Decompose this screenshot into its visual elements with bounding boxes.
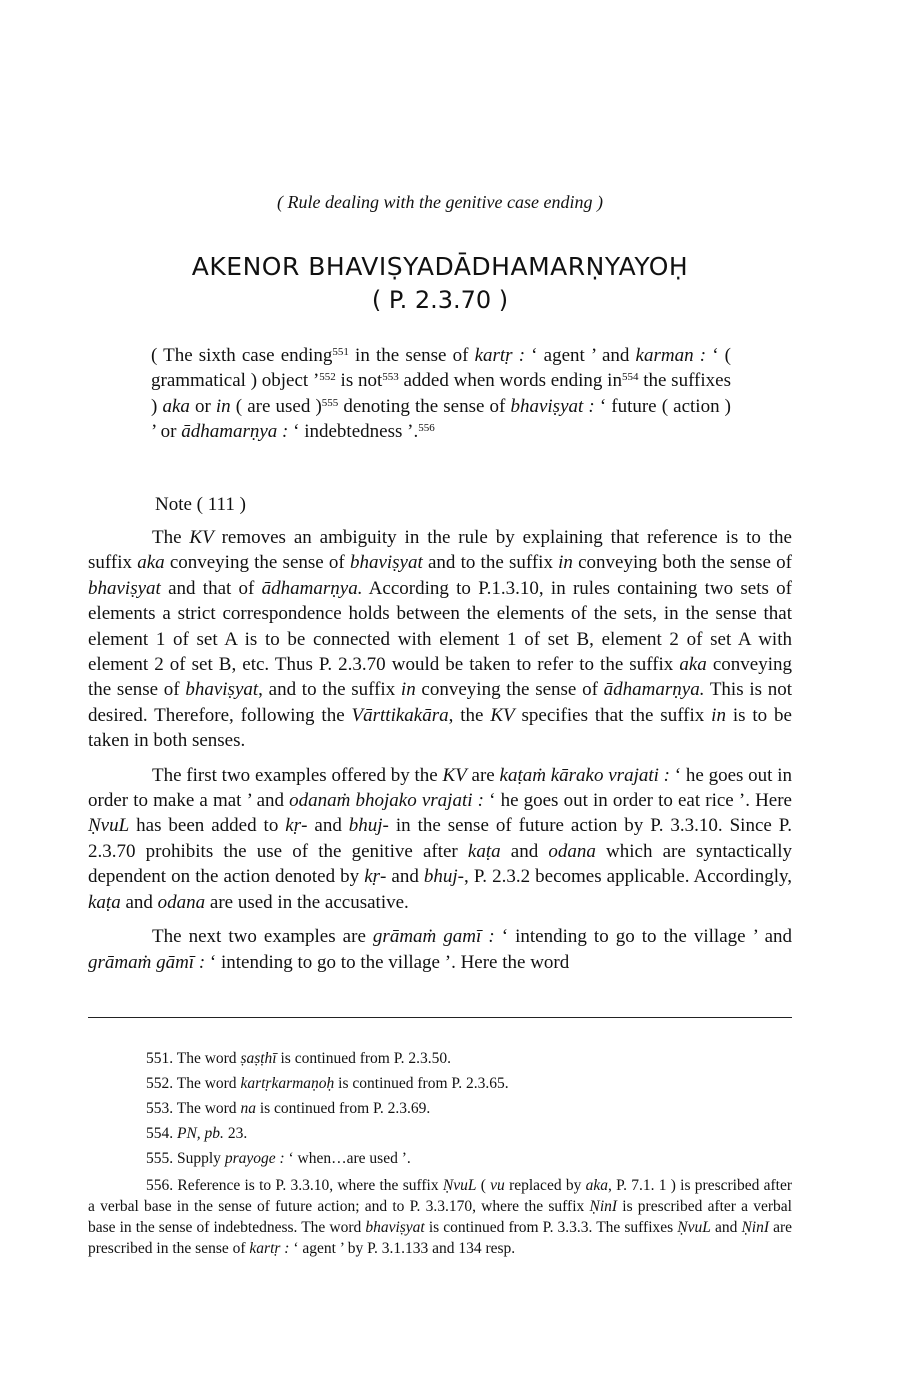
italic-term: ṆinI bbox=[589, 1198, 618, 1215]
italic-term: Vārttikakāra bbox=[351, 704, 449, 726]
italic-term: kartṛ : bbox=[249, 1240, 290, 1257]
text-run: and bbox=[307, 815, 349, 837]
text-run: , P. 2.3.2 becomes applicable. Accordingly, bbox=[464, 866, 792, 888]
italic-term: ādhamarṇya. bbox=[603, 679, 705, 701]
italic-term: KV bbox=[442, 764, 467, 786]
text-run: are used in the accusative. bbox=[205, 891, 409, 913]
italic-term: in bbox=[558, 552, 573, 574]
italic-term: KV bbox=[189, 527, 214, 548]
italic-term: kartṛkarmaṇoḥ bbox=[240, 1075, 335, 1092]
text-run: 555. Supply bbox=[146, 1150, 225, 1167]
footnote-divider bbox=[88, 1017, 792, 1018]
italic-term: bhaviṣyat bbox=[349, 552, 423, 574]
text-run: 23. bbox=[223, 1125, 248, 1142]
italic-term: ṆvuL bbox=[442, 1177, 477, 1194]
italic-term: ādhamarṇya. bbox=[261, 577, 363, 599]
text-run: The first two examples offered by the bbox=[152, 764, 443, 786]
text-run: ‘ when…are used ’. bbox=[284, 1150, 411, 1167]
rule-title: AKENOR BHAVIṢYADĀDHAMARṆYAYOḤ bbox=[191, 252, 689, 281]
text-run: in the sense of future action by P. 3.3.10. Since P. 2.3.70 prohibits the use of the genitive after bbox=[88, 815, 792, 862]
text-run: is continued from P. 2.3.50. bbox=[276, 1050, 451, 1067]
text-run: 556. Reference is to P. 3.3.10, where the suffix bbox=[146, 1177, 443, 1194]
italic-term: bhaviṣyat bbox=[88, 577, 161, 599]
text-run: is continued from P. 3.3.3. The suffixes bbox=[424, 1219, 678, 1236]
italic-term: bhaviṣyat : bbox=[510, 395, 595, 417]
text-run: According to P.1.3.10, in rules containing two sets of elements a strict correspondence holds between the elements of the sets, in the sense that element 1 of set A is to be connected with element 1 of set B, element 2 of set A with element 2 of set B, etc. Thus P. 2.3.70 would be taken to refer to the suffix bbox=[88, 577, 792, 676]
footnote-ref: 553 bbox=[382, 371, 399, 384]
italic-term: prayoge : bbox=[224, 1150, 285, 1167]
text-run: ‘ intending to go to the village ’. Here the word bbox=[205, 951, 570, 973]
text-run: and to the suffix bbox=[422, 552, 559, 574]
text-run: which are syntactically dependent on the action denoted by bbox=[88, 840, 792, 888]
text-run: and that of bbox=[160, 577, 262, 599]
italic-term: bhaviṣyat bbox=[365, 1219, 425, 1236]
text-run: or bbox=[189, 395, 216, 417]
italic-term: in bbox=[400, 679, 416, 701]
rule-heading: ( Rule dealing with the genitive case ending ) bbox=[277, 192, 603, 212]
footnote-ref: 551 bbox=[332, 346, 349, 358]
italic-term: bhuj- bbox=[423, 866, 465, 888]
footnote-ref: 552 bbox=[319, 371, 336, 384]
italic-term: karman : bbox=[635, 345, 707, 366]
italic-term: kṛ- bbox=[364, 866, 387, 888]
text-run: removes an ambiguity in the rule by explaining that reference is to the suffix bbox=[88, 527, 792, 574]
italic-term: aka bbox=[162, 395, 190, 417]
text-run: has been added to bbox=[129, 815, 286, 837]
text-run: is continued from P. 2.3.69. bbox=[255, 1100, 431, 1117]
italic-term: aka bbox=[679, 654, 707, 676]
footnote bbox=[88, 1175, 792, 1259]
text-run: ( bbox=[476, 1177, 491, 1194]
footnote bbox=[88, 1150, 792, 1168]
italic-term: PN, pb. bbox=[177, 1125, 224, 1142]
italic-term: kartṛ : bbox=[474, 345, 526, 366]
italic-term: ṆvuL bbox=[88, 815, 130, 837]
text-run: conveying both the sense of bbox=[572, 552, 793, 574]
italic-term: ṆvuL bbox=[677, 1219, 711, 1236]
text-run: is continued from P. 2.3.65. bbox=[334, 1075, 509, 1092]
footnote-ref: 555 bbox=[321, 396, 339, 409]
text-run: ( are used ) bbox=[230, 395, 322, 417]
italic-term: in bbox=[711, 704, 726, 726]
text-run: ‘ future ( action ) ’ or bbox=[151, 395, 731, 442]
text-run: specifies that the suffix bbox=[514, 704, 712, 726]
text-run: ‘ agent ’ by P. 3.1.133 and 134 resp. bbox=[289, 1240, 516, 1257]
italic-term: KV bbox=[490, 704, 515, 726]
italic-term: odanaṁ bhojako vrajati : bbox=[289, 790, 484, 812]
text-run: are bbox=[466, 764, 500, 786]
italic-term: bhuj- bbox=[348, 815, 389, 837]
text-run: is prescribed after a verbal base in the sense of indebtedness. The word bbox=[88, 1198, 792, 1236]
text-run: is not bbox=[335, 370, 383, 392]
footnote bbox=[88, 1075, 792, 1093]
italic-term: na bbox=[240, 1100, 256, 1117]
text-run: ‘ he goes out in order to eat rice ’. Here bbox=[483, 790, 792, 812]
italic-term: grāmaṁ gamī : bbox=[372, 926, 495, 948]
footnote-ref: 554 bbox=[621, 371, 639, 384]
commentary-body bbox=[88, 525, 792, 984]
italic-term: ādhamarṇya : bbox=[181, 420, 289, 442]
text-run: conveying the sense of bbox=[415, 679, 604, 701]
italic-term: aka bbox=[137, 552, 165, 574]
italic-term: kṛ- bbox=[285, 815, 308, 837]
text-run: ‘ he goes out in order to make a mat ’ and bbox=[88, 764, 792, 812]
italic-term: in bbox=[215, 395, 231, 417]
text-run: , P. 7.1. 1 ) is prescribed after a verbal base in the sense of future action; and to P. 3.3.170, where the suffix bbox=[88, 1177, 793, 1215]
italic-term: ṣaṣṭhī bbox=[240, 1050, 277, 1067]
text-run: replaced by bbox=[504, 1177, 586, 1194]
italic-term: ṆinI bbox=[741, 1219, 769, 1236]
text-run: in the sense of bbox=[348, 345, 475, 366]
text-run: added when words ending in bbox=[398, 370, 622, 392]
paragraph bbox=[88, 525, 792, 754]
text-run: 552. The word bbox=[146, 1075, 241, 1092]
text-run: and bbox=[120, 891, 158, 913]
text-run: The bbox=[152, 527, 190, 548]
italic-term: kaṭa bbox=[88, 891, 121, 913]
text-run: , and to the suffix bbox=[258, 679, 401, 701]
text-run: ‘ agent ’ and bbox=[525, 345, 636, 366]
text-run: 554. bbox=[146, 1125, 177, 1142]
text-run: The next two examples are bbox=[152, 926, 373, 948]
paragraph bbox=[88, 763, 792, 915]
text-run: and bbox=[386, 866, 424, 888]
paragraph bbox=[88, 924, 792, 975]
text-run: is to be taken in both senses. bbox=[88, 704, 792, 752]
italic-term: vu bbox=[490, 1177, 505, 1194]
italic-term: kaṭaṁ kārako vrajati : bbox=[499, 764, 671, 786]
text-run: denoting the sense of bbox=[338, 395, 511, 417]
italic-term: grāmaṁ gāmī : bbox=[88, 951, 206, 973]
italic-term: bhaviṣyat bbox=[185, 679, 259, 701]
text-run: This is not desired. Therefore, following the bbox=[88, 679, 792, 726]
text-run: the suffixes ) bbox=[151, 370, 731, 417]
footnote bbox=[88, 1050, 792, 1068]
note-label: Note ( 111 ) bbox=[155, 494, 246, 515]
text-run: ‘ indebtedness ’. bbox=[288, 420, 419, 442]
footnote bbox=[88, 1100, 792, 1118]
italic-term: kaṭa bbox=[467, 840, 501, 862]
text-run: conveying the sense of bbox=[88, 654, 792, 701]
footnote-ref: 556 bbox=[418, 421, 435, 434]
text-run: conveying the sense of bbox=[164, 552, 350, 574]
italic-term: odana bbox=[548, 840, 596, 862]
italic-term: aka bbox=[585, 1177, 609, 1194]
text-run: are prescribed in the sense of bbox=[88, 1219, 793, 1257]
text-run: and bbox=[710, 1219, 742, 1236]
text-run: , the bbox=[448, 704, 491, 726]
text-run: ‘ intending to go to the village ’ and bbox=[494, 926, 793, 948]
text-run: ‘ ( grammatical ) object ’ bbox=[151, 345, 731, 392]
text-run: 553. The word bbox=[146, 1100, 241, 1117]
footnote bbox=[88, 1125, 792, 1143]
text-run: ( The sixth case ending bbox=[151, 345, 333, 366]
rule-translation bbox=[151, 343, 731, 444]
footnotes bbox=[88, 1050, 792, 1266]
rule-reference: ( P. 2.3.70 ) bbox=[371, 286, 509, 314]
italic-term: odana bbox=[157, 891, 206, 913]
text-run: 551. The word bbox=[146, 1050, 241, 1067]
text-run: and bbox=[500, 840, 549, 862]
